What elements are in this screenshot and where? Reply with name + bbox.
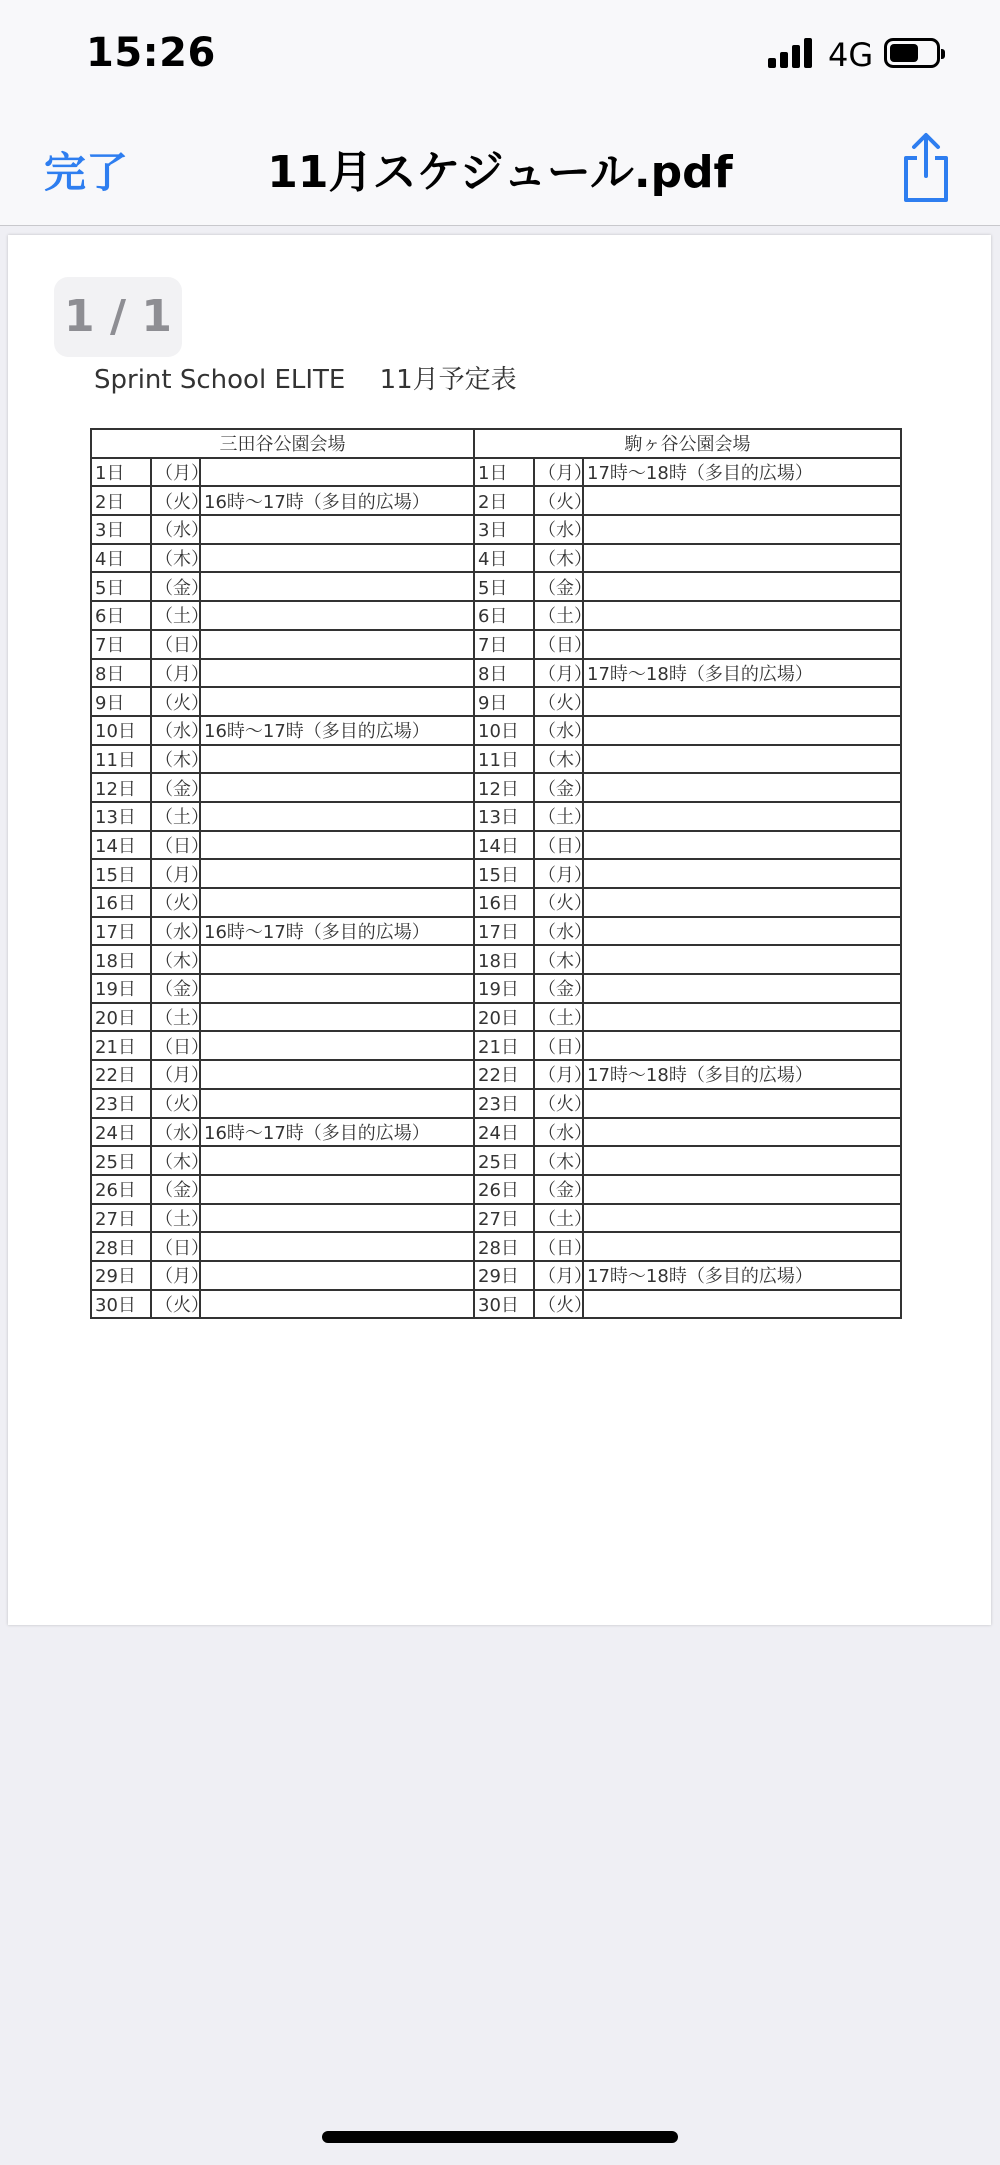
right-weekday-cell: （木） — [534, 544, 583, 573]
left-time-cell — [200, 687, 474, 716]
left-weekday-cell: （金） — [151, 572, 200, 601]
right-date-cell: 19日 — [474, 974, 534, 1003]
right-time-cell: 17時〜18時（多目的広場） — [583, 1261, 901, 1290]
document-title: 11月スケジュール.pdf — [267, 147, 733, 198]
right-date-cell: 13日 — [474, 802, 534, 831]
right-time-cell — [583, 1204, 901, 1233]
status-time: 15:26 — [86, 30, 216, 76]
table-row — [91, 601, 901, 630]
right-date-cell: 9日 — [474, 687, 534, 716]
left-date-cell: 3日 — [91, 515, 151, 544]
table-row — [91, 1290, 901, 1319]
left-weekday-cell: （月） — [151, 1261, 200, 1290]
left-weekday-cell: （月） — [151, 659, 200, 688]
home-indicator — [322, 2131, 678, 2143]
right-weekday-cell: （火） — [534, 1290, 583, 1319]
table-row — [91, 486, 901, 515]
left-weekday-cell: （金） — [151, 1175, 200, 1204]
schedule-table — [90, 428, 902, 1319]
right-weekday-cell: （火） — [534, 687, 583, 716]
right-time-cell — [583, 1089, 901, 1118]
table-row — [91, 945, 901, 974]
left-time-cell — [200, 773, 474, 802]
left-date-cell: 24日 — [91, 1118, 151, 1147]
table-row — [91, 544, 901, 573]
table-row — [91, 1175, 901, 1204]
table-row — [91, 659, 901, 688]
table-row — [91, 745, 901, 774]
right-time-cell — [583, 802, 901, 831]
pdf-page[interactable] — [8, 235, 991, 1625]
left-weekday-cell: （日） — [151, 630, 200, 659]
right-weekday-cell: （木） — [534, 945, 583, 974]
share-icon[interactable] — [900, 132, 952, 204]
right-weekday-cell: （水） — [534, 716, 583, 745]
left-date-cell: 20日 — [91, 1003, 151, 1032]
table-row — [91, 917, 901, 946]
right-weekday-cell: （土） — [534, 601, 583, 630]
right-weekday-cell: （月） — [534, 458, 583, 487]
right-weekday-cell: （土） — [534, 802, 583, 831]
right-time-cell — [583, 745, 901, 774]
left-time-cell — [200, 659, 474, 688]
table-row — [91, 1060, 901, 1089]
right-weekday-cell: （木） — [534, 745, 583, 774]
battery-icon — [884, 38, 940, 68]
right-weekday-cell: （月） — [534, 859, 583, 888]
table-row — [91, 572, 901, 601]
left-time-cell — [200, 458, 474, 487]
right-time-cell — [583, 486, 901, 515]
left-time-cell: 16時〜17時（多目的広場） — [200, 1118, 474, 1147]
right-time-cell — [583, 601, 901, 630]
right-time-cell — [583, 888, 901, 917]
right-time-cell — [583, 831, 901, 860]
left-date-cell: 12日 — [91, 773, 151, 802]
right-date-cell: 11日 — [474, 745, 534, 774]
left-weekday-cell: （土） — [151, 1204, 200, 1233]
left-date-cell: 9日 — [91, 687, 151, 716]
table-row — [91, 1118, 901, 1147]
right-date-cell: 20日 — [474, 1003, 534, 1032]
left-weekday-cell: （土） — [151, 601, 200, 630]
left-weekday-cell: （火） — [151, 486, 200, 515]
right-date-cell: 21日 — [474, 1031, 534, 1060]
left-weekday-cell: （水） — [151, 716, 200, 745]
table-row — [91, 888, 901, 917]
right-date-cell: 17日 — [474, 917, 534, 946]
table-row — [91, 716, 901, 745]
table-row — [91, 1003, 901, 1032]
left-time-cell — [200, 1175, 474, 1204]
table-row — [91, 773, 901, 802]
left-time-cell — [200, 1089, 474, 1118]
left-time-cell — [200, 601, 474, 630]
right-weekday-cell: （月） — [534, 1261, 583, 1290]
right-weekday-cell: （金） — [534, 1175, 583, 1204]
right-date-cell: 2日 — [474, 486, 534, 515]
right-time-cell — [583, 1290, 901, 1319]
right-date-cell: 27日 — [474, 1204, 534, 1233]
right-weekday-cell: （日） — [534, 831, 583, 860]
left-date-cell: 2日 — [91, 486, 151, 515]
left-time-cell: 16時〜17時（多目的広場） — [200, 917, 474, 946]
left-weekday-cell: （月） — [151, 1060, 200, 1089]
left-time-cell — [200, 515, 474, 544]
left-time-cell — [200, 1204, 474, 1233]
table-row — [91, 458, 901, 487]
right-weekday-cell: （月） — [534, 1060, 583, 1089]
right-weekday-cell: （月） — [534, 659, 583, 688]
left-time-cell — [200, 974, 474, 1003]
table-row — [91, 630, 901, 659]
right-weekday-cell: （日） — [534, 1232, 583, 1261]
table-row — [91, 1089, 901, 1118]
table-row — [91, 831, 901, 860]
left-time-cell — [200, 1003, 474, 1032]
right-weekday-cell: （火） — [534, 1089, 583, 1118]
table-row — [91, 515, 901, 544]
right-time-cell — [583, 544, 901, 573]
left-time-cell — [200, 572, 474, 601]
left-time-cell — [200, 1261, 474, 1290]
left-weekday-cell: （火） — [151, 1089, 200, 1118]
left-date-cell: 6日 — [91, 601, 151, 630]
right-time-cell — [583, 859, 901, 888]
left-time-cell — [200, 888, 474, 917]
signal-icon — [768, 38, 816, 68]
right-weekday-cell: （金） — [534, 572, 583, 601]
table-row — [91, 1261, 901, 1290]
left-time-cell — [200, 1146, 474, 1175]
left-time-cell — [200, 1232, 474, 1261]
left-date-cell: 8日 — [91, 659, 151, 688]
right-time-cell — [583, 572, 901, 601]
right-time-cell — [583, 1175, 901, 1204]
right-date-cell: 22日 — [474, 1060, 534, 1089]
right-date-cell: 8日 — [474, 659, 534, 688]
right-weekday-cell: （日） — [534, 1031, 583, 1060]
schedule-body — [91, 458, 901, 1319]
left-weekday-cell: （金） — [151, 974, 200, 1003]
left-date-cell: 19日 — [91, 974, 151, 1003]
right-time-cell: 17時〜18時（多目的広場） — [583, 659, 901, 688]
status-bar — [0, 0, 1000, 110]
left-date-cell: 27日 — [91, 1204, 151, 1233]
left-date-cell: 11日 — [91, 745, 151, 774]
right-weekday-cell: （金） — [534, 773, 583, 802]
left-time-cell — [200, 1290, 474, 1319]
left-date-cell: 13日 — [91, 802, 151, 831]
right-date-cell: 14日 — [474, 831, 534, 860]
right-time-cell — [583, 687, 901, 716]
table-row — [91, 974, 901, 1003]
left-date-cell: 22日 — [91, 1060, 151, 1089]
right-weekday-cell: （火） — [534, 888, 583, 917]
left-weekday-cell: （水） — [151, 1118, 200, 1147]
right-time-cell: 17時〜18時（多目的広場） — [583, 458, 901, 487]
right-date-cell: 26日 — [474, 1175, 534, 1204]
left-date-cell: 21日 — [91, 1031, 151, 1060]
left-weekday-cell: （水） — [151, 515, 200, 544]
left-weekday-cell: （木） — [151, 745, 200, 774]
right-time-cell — [583, 917, 901, 946]
right-date-cell: 1日 — [474, 458, 534, 487]
left-weekday-cell: （木） — [151, 1146, 200, 1175]
left-date-cell: 30日 — [91, 1290, 151, 1319]
left-weekday-cell: （日） — [151, 831, 200, 860]
page-indicator: 1 / 1 — [54, 277, 182, 357]
left-time-cell — [200, 544, 474, 573]
right-venue-header: 駒ヶ谷公園会場 — [474, 429, 901, 458]
left-venue-header: 三田谷公園会場 — [91, 429, 474, 458]
left-time-cell — [200, 630, 474, 659]
right-time-cell — [583, 773, 901, 802]
right-date-cell: 7日 — [474, 630, 534, 659]
table-row — [91, 1031, 901, 1060]
right-weekday-cell: （木） — [534, 1146, 583, 1175]
table-row — [91, 859, 901, 888]
left-date-cell: 18日 — [91, 945, 151, 974]
right-date-cell: 15日 — [474, 859, 534, 888]
left-weekday-cell: （日） — [151, 1232, 200, 1261]
left-weekday-cell: （月） — [151, 859, 200, 888]
right-time-cell — [583, 1118, 901, 1147]
right-date-cell: 16日 — [474, 888, 534, 917]
left-date-cell: 26日 — [91, 1175, 151, 1204]
left-weekday-cell: （金） — [151, 773, 200, 802]
left-date-cell: 4日 — [91, 544, 151, 573]
right-date-cell: 10日 — [474, 716, 534, 745]
left-date-cell: 25日 — [91, 1146, 151, 1175]
left-time-cell — [200, 945, 474, 974]
right-date-cell: 24日 — [474, 1118, 534, 1147]
right-date-cell: 28日 — [474, 1232, 534, 1261]
right-date-cell: 18日 — [474, 945, 534, 974]
right-date-cell: 6日 — [474, 601, 534, 630]
left-weekday-cell: （火） — [151, 687, 200, 716]
table-row — [91, 1232, 901, 1261]
right-time-cell — [583, 1031, 901, 1060]
left-weekday-cell: （土） — [151, 802, 200, 831]
left-weekday-cell: （火） — [151, 888, 200, 917]
right-date-cell: 29日 — [474, 1261, 534, 1290]
table-row — [91, 1146, 901, 1175]
right-time-cell — [583, 630, 901, 659]
right-time-cell — [583, 1146, 901, 1175]
left-date-cell: 7日 — [91, 630, 151, 659]
left-date-cell: 23日 — [91, 1089, 151, 1118]
right-date-cell: 25日 — [474, 1146, 534, 1175]
table-row — [91, 687, 901, 716]
right-weekday-cell: （火） — [534, 486, 583, 515]
left-time-cell: 16時〜17時（多目的広場） — [200, 716, 474, 745]
right-time-cell — [583, 716, 901, 745]
right-date-cell: 30日 — [474, 1290, 534, 1319]
left-date-cell: 16日 — [91, 888, 151, 917]
right-time-cell: 17時〜18時（多目的広場） — [583, 1060, 901, 1089]
schedule-heading: Sprint School ELITE 11月予定表 — [94, 365, 517, 395]
right-weekday-cell: （土） — [534, 1003, 583, 1032]
left-weekday-cell: （木） — [151, 544, 200, 573]
left-time-cell: 16時〜17時（多目的広場） — [200, 486, 474, 515]
network-label: 4G — [828, 36, 874, 74]
right-weekday-cell: （日） — [534, 630, 583, 659]
right-weekday-cell: （土） — [534, 1204, 583, 1233]
right-weekday-cell: （水） — [534, 515, 583, 544]
right-time-cell — [583, 945, 901, 974]
right-time-cell — [583, 515, 901, 544]
left-date-cell: 29日 — [91, 1261, 151, 1290]
left-weekday-cell: （水） — [151, 917, 200, 946]
table-row — [91, 1204, 901, 1233]
left-time-cell — [200, 1031, 474, 1060]
left-weekday-cell: （木） — [151, 945, 200, 974]
left-time-cell — [200, 802, 474, 831]
right-date-cell: 5日 — [474, 572, 534, 601]
left-date-cell: 28日 — [91, 1232, 151, 1261]
right-date-cell: 4日 — [474, 544, 534, 573]
right-date-cell: 12日 — [474, 773, 534, 802]
left-time-cell — [200, 859, 474, 888]
left-date-cell: 1日 — [91, 458, 151, 487]
navigation-bar — [0, 110, 1000, 226]
left-date-cell: 14日 — [91, 831, 151, 860]
right-weekday-cell: （水） — [534, 917, 583, 946]
left-weekday-cell: （土） — [151, 1003, 200, 1032]
left-weekday-cell: （日） — [151, 1031, 200, 1060]
left-date-cell: 15日 — [91, 859, 151, 888]
right-time-cell — [583, 974, 901, 1003]
left-time-cell — [200, 1060, 474, 1089]
right-time-cell — [583, 1003, 901, 1032]
right-weekday-cell: （金） — [534, 974, 583, 1003]
right-date-cell: 23日 — [474, 1089, 534, 1118]
left-date-cell: 5日 — [91, 572, 151, 601]
done-button[interactable]: 完了 — [44, 148, 129, 197]
right-date-cell: 3日 — [474, 515, 534, 544]
left-date-cell: 17日 — [91, 917, 151, 946]
left-weekday-cell: （火） — [151, 1290, 200, 1319]
right-weekday-cell: （水） — [534, 1118, 583, 1147]
right-time-cell — [583, 1232, 901, 1261]
left-weekday-cell: （月） — [151, 458, 200, 487]
left-time-cell — [200, 745, 474, 774]
table-row — [91, 802, 901, 831]
left-time-cell — [200, 831, 474, 860]
left-date-cell: 10日 — [91, 716, 151, 745]
